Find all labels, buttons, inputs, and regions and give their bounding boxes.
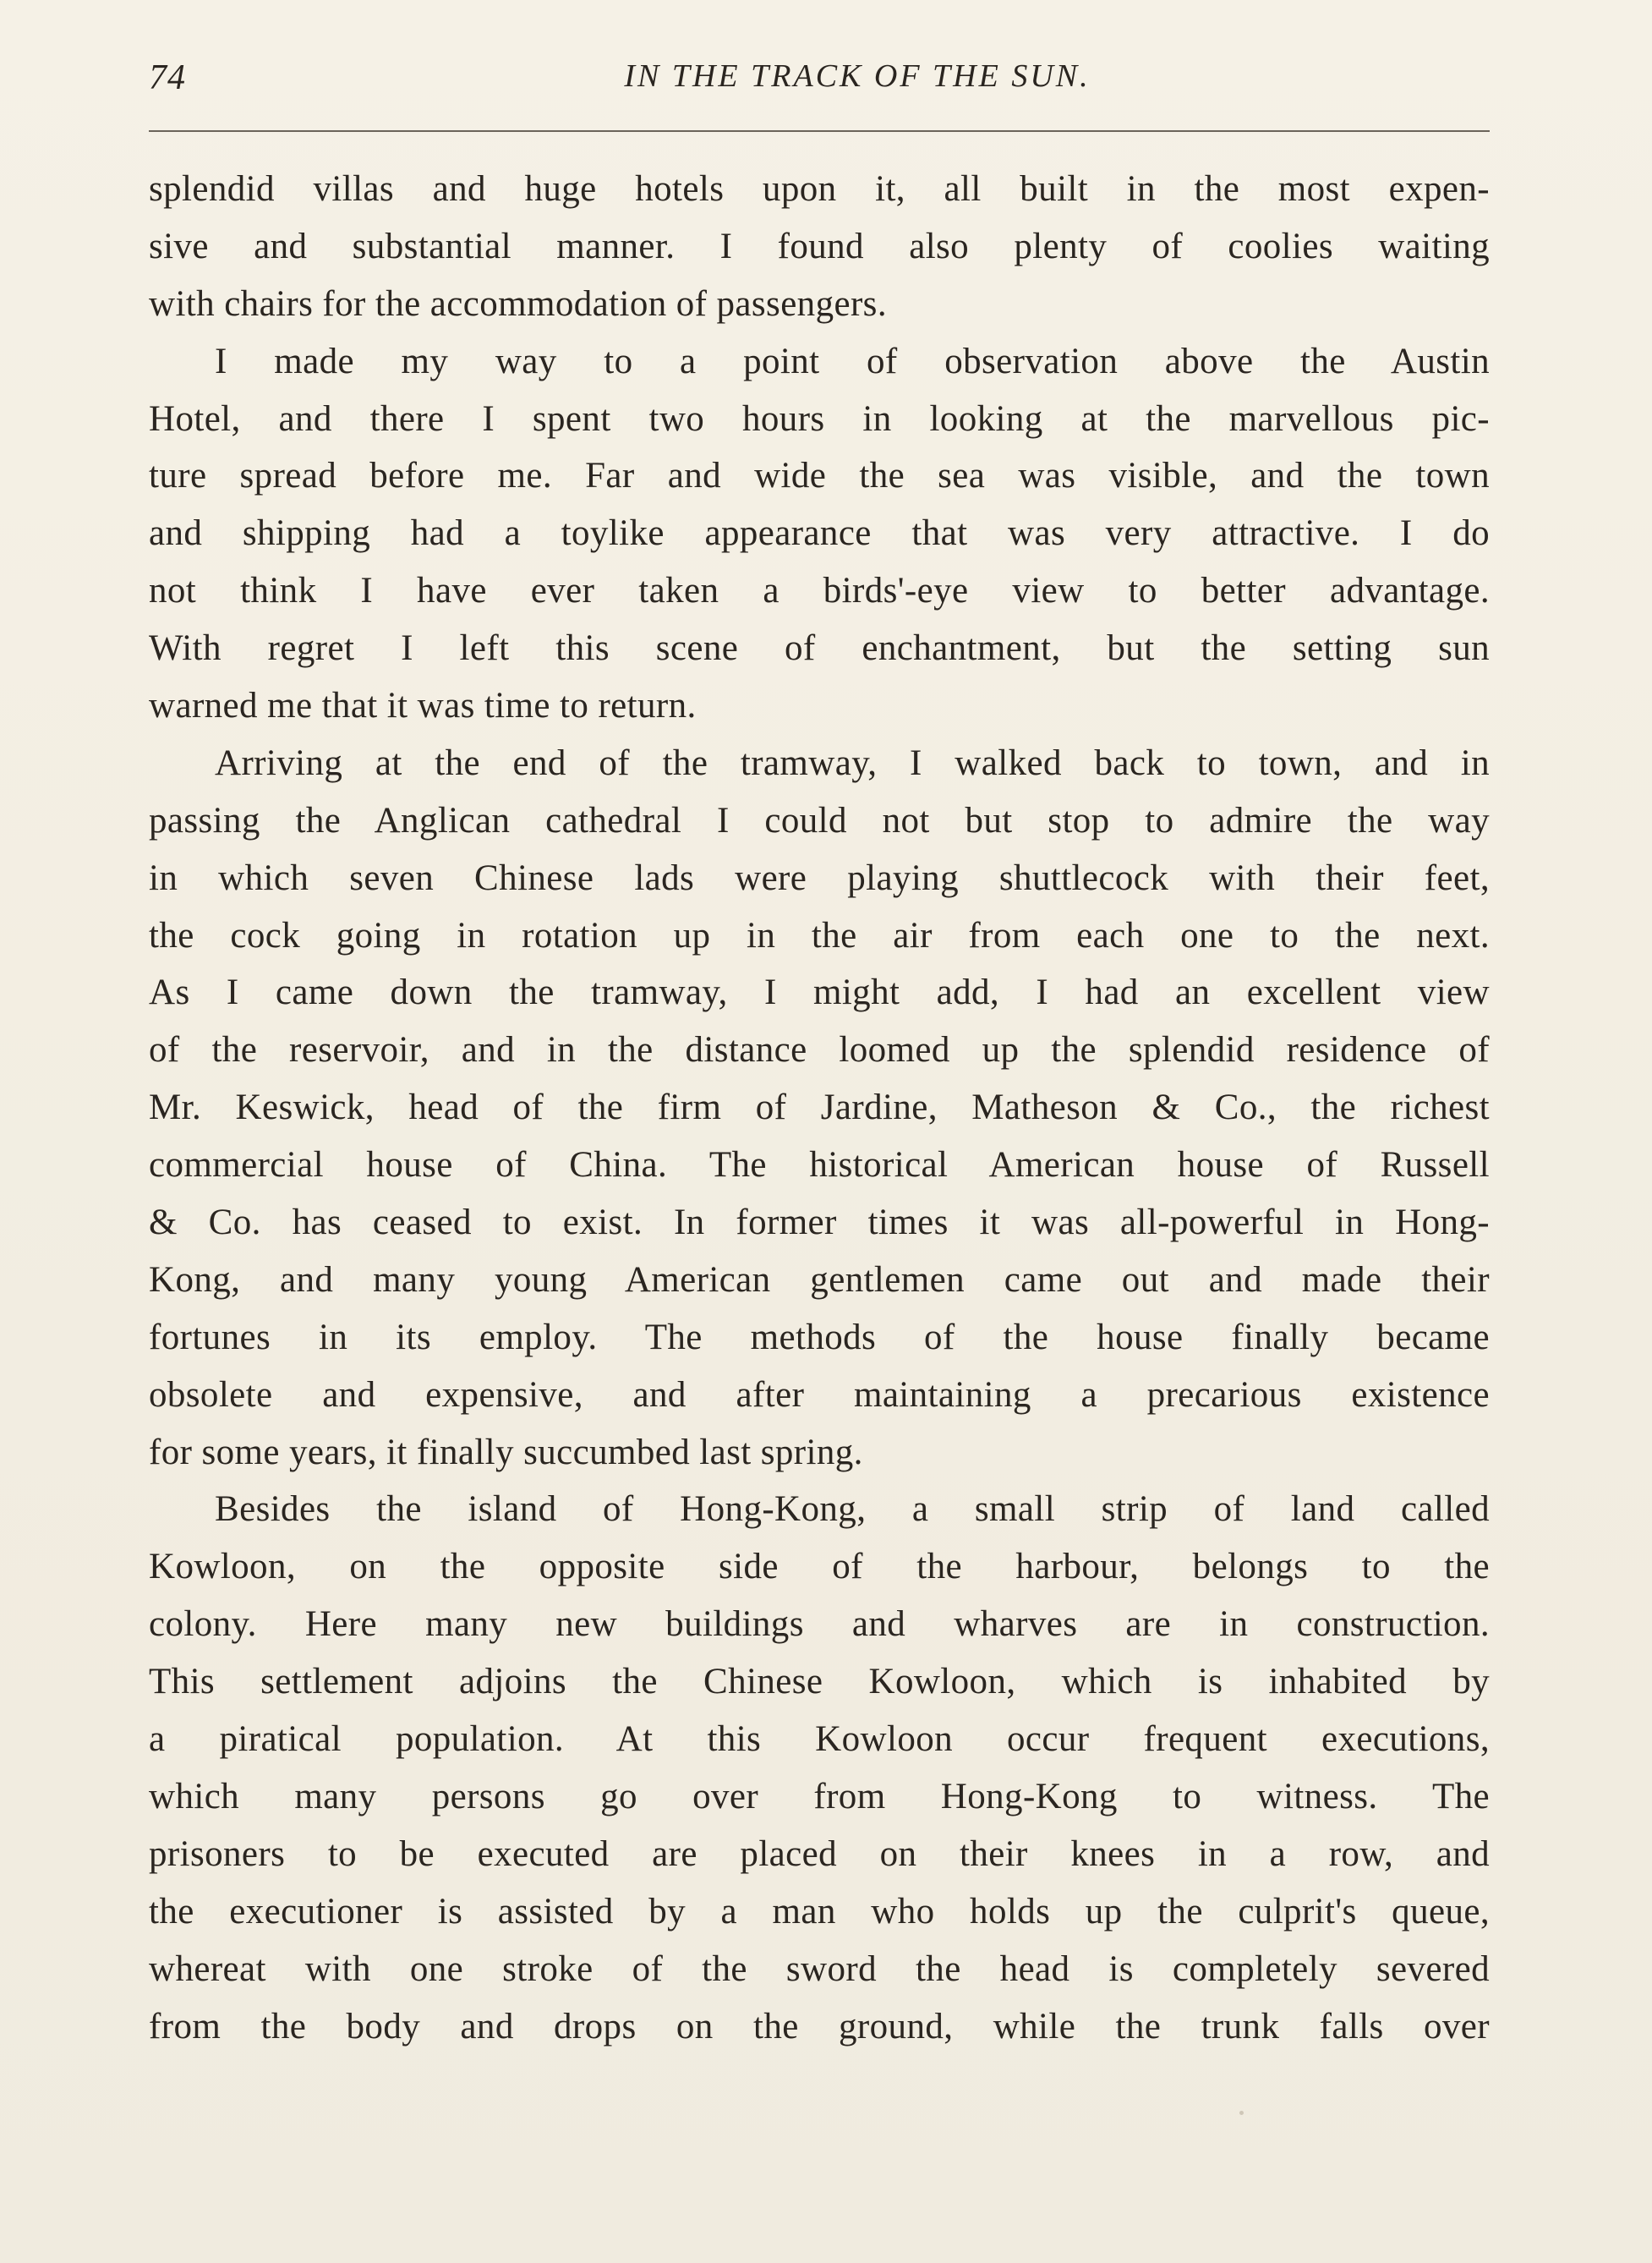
text-line: colony. Here many new buildings and wharves are in construction. — [149, 1604, 1490, 1645]
text-line: of the reservoir, and in the distance loomed up the splendid residence of — [149, 1030, 1490, 1071]
text-line: & Co. has ceased to exist. In former times it was all-powerful in Hong- — [149, 1203, 1490, 1243]
text-line: commercial house of China. The historical American house of Russell — [149, 1145, 1490, 1186]
text-line: Kong, and many young American gentlemen came out and made their — [149, 1259, 1490, 1300]
text-line: ture spread before me. Far and wide the sea was visible, and the town — [149, 456, 1490, 496]
text-line: with chairs for the accommodation of passengers. — [149, 283, 887, 324]
text-line: from the body and drops on the ground, while the trunk falls over — [149, 2006, 1490, 2047]
text-line: This settlement adjoins the Chinese Kowloon, which is inhabited by — [149, 1662, 1490, 1702]
text-line: Besides the island of Hong-Kong, a small strip of land called — [215, 1489, 1490, 1530]
text-line: With regret I left this scene of enchantment, but the setting sun — [149, 628, 1490, 669]
text-line: the executioner is assisted by a man who holds up the culprit's queue, — [149, 1891, 1490, 1931]
running-title: IN THE TRACK OF THE SUN. — [624, 58, 1091, 94]
text-line: the cock going in rotation up in the air from each one to the next. — [149, 915, 1490, 956]
text-line: warned me that it was time to return. — [149, 686, 697, 726]
text-line: which many persons go over from Hong-Kong to witness. The — [149, 1776, 1490, 1816]
text-line: in which seven Chinese lads were playing shuttlecock with their feet, — [149, 858, 1490, 898]
text-line: Mr. Keswick, head of the firm of Jardine, Matheson & Co., the richest — [149, 1088, 1490, 1128]
text-line: for some years, it finally succumbed last spring. — [149, 1432, 863, 1472]
text-line: passing the Anglican cathedral I could not but stop to admire the way — [149, 800, 1490, 841]
text-line: Arriving at the end of the tramway, I walked back to town, and in — [215, 742, 1490, 783]
text-line: I made my way to a point of observation above the Austin — [215, 341, 1490, 381]
text-line: sive and substantial manner. I found also plenty of coolies waiting — [149, 226, 1490, 266]
text-line: obsolete and expensive, and after maintaining a precarious existence — [149, 1374, 1490, 1415]
text-line: As I came down the tramway, I might add, I had an excellent view — [149, 973, 1490, 1013]
body-text — [149, 161, 1490, 2055]
text-line: not think I have ever taken a birds'-eye view to better advantage. — [149, 571, 1490, 611]
text-line: whereat with one stroke of the sword the head is completely severed — [149, 1948, 1490, 1989]
text-line: prisoners to be executed are placed on their knees in a row, and — [149, 1833, 1490, 1874]
text-line: splendid villas and huge hotels upon it, all built in the most expen- — [149, 169, 1490, 209]
header-rule — [149, 130, 1490, 132]
text-line: a piratical population. At this Kowloon occur frequent executions, — [149, 1719, 1490, 1760]
paper-speck — [1239, 2111, 1244, 2115]
page-number: 74 — [149, 58, 186, 97]
text-line: Kowloon, on the opposite side of the harbour, belongs to the — [149, 1547, 1490, 1587]
text-line: and shipping had a toylike appearance that was very attractive. I do — [149, 513, 1490, 554]
running-head — [149, 52, 1490, 103]
text-line: fortunes in its employ. The methods of the house finally became — [149, 1317, 1490, 1357]
text-line: Hotel, and there I spent two hours in looking at the marvellous pic- — [149, 398, 1490, 439]
